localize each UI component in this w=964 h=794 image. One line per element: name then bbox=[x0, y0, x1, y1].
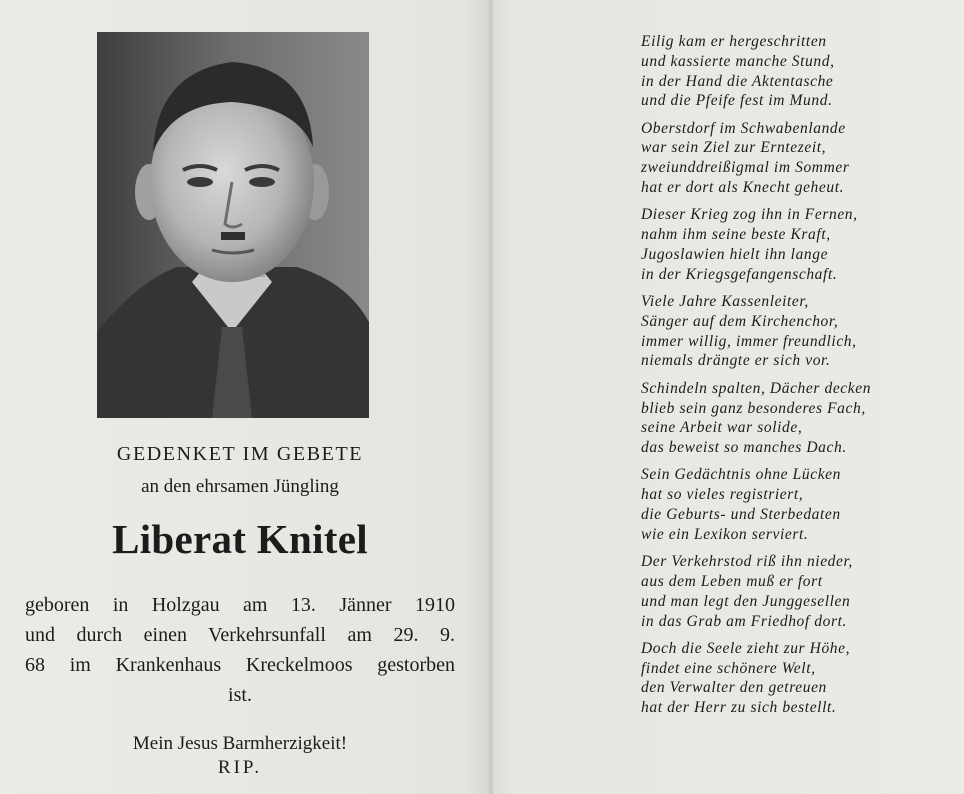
poem-line: zweiunddreißigmal im Sommer bbox=[641, 159, 850, 177]
poem-line: Viele Jahre Kassenleiter, bbox=[641, 293, 809, 311]
poem-line: Eilig kam er hergeschritten bbox=[641, 33, 827, 50]
poem-line: die Geburts- und Sterbedaten bbox=[641, 506, 841, 524]
card-subheading: an den ehrsamen Jüngling bbox=[141, 476, 339, 497]
poem-line: Oberstdorf im Schwabenlande bbox=[641, 119, 846, 137]
bio-line: 68 im Krankenhaus Kreckelmoos gestorben bbox=[25, 654, 455, 676]
poem-line: Sein Gedächtnis ohne Lücken bbox=[641, 466, 841, 484]
poem-line: immer willig, immer freundlich, bbox=[641, 332, 857, 350]
poem-line: niemals drängte er sich vor. bbox=[641, 352, 831, 370]
poem-stanza bbox=[641, 119, 941, 198]
poem-line: hat er dort als Knecht geheut. bbox=[641, 179, 845, 197]
bio-line: ist. bbox=[228, 684, 252, 706]
closing-prayer: Mein Jesus Barmherzigkeit! bbox=[132, 733, 348, 754]
poem-line: war sein Ziel zur Erntezeit, bbox=[641, 139, 827, 157]
deceased-name: Liberat Knitel bbox=[112, 516, 368, 562]
poem-stanza bbox=[641, 205, 941, 284]
bio-line: und durch einen Verkehrsunfall am 29. 9. bbox=[25, 624, 455, 646]
memorial-poem bbox=[641, 32, 941, 726]
poem-line: und man legt den Junggesellen bbox=[641, 592, 851, 610]
card-heading: GEDENKET IM GEBETE bbox=[116, 443, 364, 465]
poem-line: das beweist so manches Dach. bbox=[641, 439, 847, 457]
poem-line: und die Pfeife fest im Mund. bbox=[641, 92, 833, 110]
poem-stanza bbox=[641, 552, 941, 631]
poem-line: Schindeln spalten, Dächer decken bbox=[641, 379, 872, 397]
poem-line: Jugoslawien hielt ihn lange bbox=[641, 245, 829, 263]
rip-text: RIP. bbox=[217, 757, 263, 778]
poem-line: Sänger auf dem Kirchenchor, bbox=[641, 312, 839, 330]
poem-line: wie ein Lexikon serviert. bbox=[641, 525, 809, 543]
poem-line: in der Hand die Aktentasche bbox=[641, 72, 834, 90]
card-fold bbox=[488, 0, 494, 794]
poem-line: nahm ihm seine beste Kraft, bbox=[641, 226, 831, 244]
poem-line: Dieser Krieg zog ihn in Fernen, bbox=[641, 206, 858, 224]
poem-line: und kassierte manche Stund, bbox=[641, 52, 835, 70]
poem-line: blieb sein ganz besonderes Fach, bbox=[641, 399, 866, 417]
poem-line: hat der Herr zu sich bestellt. bbox=[641, 699, 837, 717]
poem-line: seine Arbeit war solide, bbox=[641, 419, 803, 437]
biography bbox=[25, 590, 455, 710]
poem-line: hat so vieles registriert, bbox=[641, 486, 804, 504]
poem-line: Doch die Seele zieht zur Höhe, bbox=[641, 639, 851, 657]
poem-line: in der Kriegsgefangenschaft. bbox=[641, 265, 838, 283]
memorial-text bbox=[0, 440, 480, 780]
poem-line: in das Grab am Friedhof dort. bbox=[641, 612, 847, 630]
portrait-photo bbox=[97, 32, 369, 418]
poem-stanza bbox=[641, 379, 941, 458]
poem-stanza bbox=[641, 639, 941, 718]
poem-line: aus dem Leben muß er fort bbox=[641, 572, 823, 590]
poem-line: Der Verkehrstod riß ihn nieder, bbox=[641, 553, 853, 571]
poem-stanza bbox=[641, 292, 941, 371]
poem-stanza bbox=[641, 465, 941, 544]
poem-stanza bbox=[641, 32, 941, 111]
bio-line: geboren in Holzgau am 13. Jänner 1910 bbox=[25, 594, 455, 616]
poem-line: den Verwalter den getreuen bbox=[641, 679, 827, 697]
poem-line: findet eine schönere Welt, bbox=[641, 659, 816, 677]
